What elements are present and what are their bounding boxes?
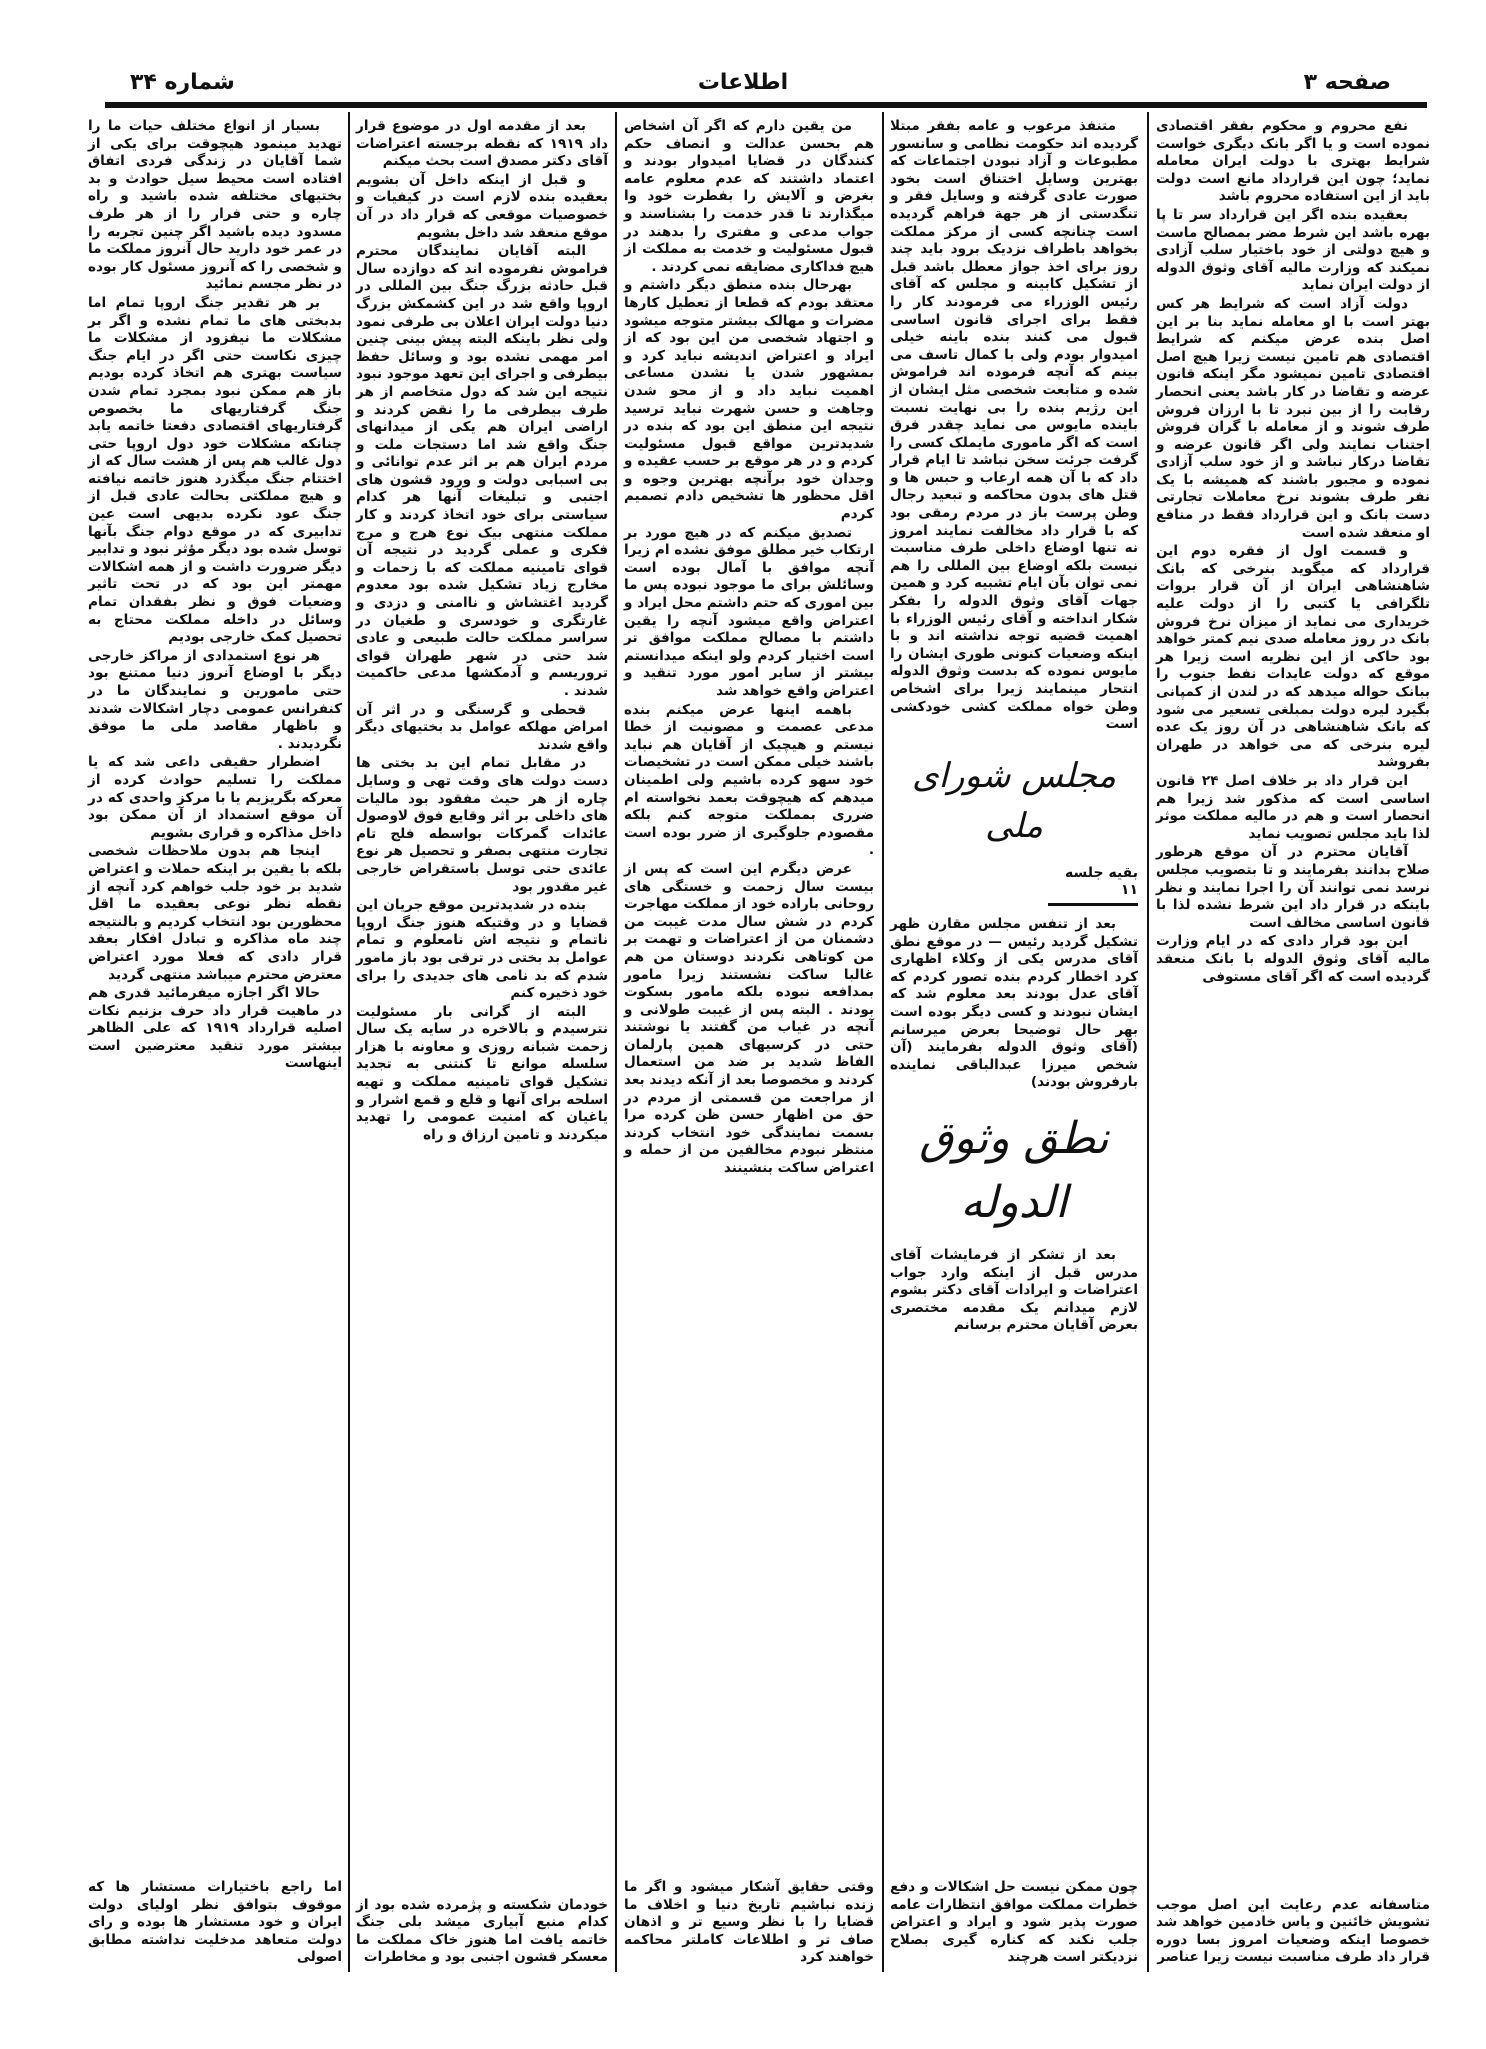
article-paragraph: بسیار از انواع مختلف حیات ما را تهدید مینمود هیچوقت برای یکی از شما آقایان در زندگی فردی اتفاق افتاده است محیط سیل حوادث و بد بختیهای مختلفه شده باشید و راه چاره و حتی فرار را از هر طرف مسدود دیده باشید اگر چنین تجربه را در عمر خود دارید حال آنروز مملکت ما و شخصی را که آنروز مسئول کار بوده در نظر مجسم نمائید	[88, 118, 342, 293]
article-paragraph: آقایان محترم در آن موقع هرطور صلاح بدانند بفرمایند و تا بتصویب مجلس نرسد نمی توانند آن را اجرا نمایند و نظر باینکه در قرار داد این شرط نشده لذا با قانون اساسی مخالف است	[1156, 844, 1430, 931]
article-paragraph: بعد از تنفس مجلس مقارن ظهر تشکیل گردید رئیس — در موقع نطق آقای مدرس یکی از وکلاء اظهاری کرد اخطار کردم بنده تصور کردم که آقای عدل بودند بعد معلوم شد که ایشان نبودند و کسی دیگر بوده است بهر حال توضیحا بعرض میرسانم (آقای وثوق الدوله بفرمایند (آن شخص میرزا عبدالباقی نماینده بارفروش بودند)	[890, 915, 1138, 1091]
article-paragraph: خودمان شکسته و پژمرده شده بود از کدام منبع آبیاری میشد بلی جنگ خاتمه یافت اما هنوز خاک مملکت ما معسکر قشون اجنبی بود و مخاطرات	[356, 1896, 608, 1966]
article-headline: نطق وثوق الدوله	[919, 1112, 1109, 1228]
article-paragraph: بعد از مقدمه اول در موضوع قرار داد ۱۹۱۹ که نقطه برجسته اعتراضات آقای دکتر مصدق است بحث میکنم	[356, 118, 608, 170]
article-paragraph: بنده در شدیدترین موقع جریان این قضایا و در وقتیکه هنوز جنگ اروپا ناتمام و نتیجه اش نامعلوم و تمام عوامل بد بختی در ترقی بود باز مامور شدم که بد نامی های جدیدی را برای خود ذخیره کنم	[356, 897, 608, 1002]
column-divider	[1147, 112, 1149, 1972]
issue-number: شماره ۳۴	[130, 70, 235, 95]
article-paragraph: متاسفانه عدم رعایت این اصل موجب تشویش خائنین و یاس خادمین خواهد شد خصوصا اینکه وضعیات امروز بسا دوره قرار داد طرف مناسبت نیست زیرا عناصر	[1156, 1896, 1430, 1966]
article-paragraph: این قرار داد بر خلاف اصل ۲۴ قانون اساسی است که مذکور شد زیرا هم انحصار است و هم در مالیه مملکت موثر لذا باید مجلس تصویب نماید	[1156, 772, 1430, 842]
article-paragraph: بعد از تشکر از فرمایشات آقای مدرس قبل از اینکه وارد جواب اعتراضات و ایرادات آقای دکتر بشوم لازم میدانم یک مقدمه مختصری بعرض آقایان محترم برسانم	[890, 1246, 1138, 1334]
column-4	[356, 118, 608, 1968]
column-5	[88, 118, 342, 1968]
column-divider	[882, 112, 884, 1972]
page-number: صفحه ۳	[1303, 70, 1391, 95]
article-paragraph: و قبل از اینکه داخل آن بشویم بعقیده بنده لازم است در کیفیات و خصوصیات موقعی که قرار داد در آن موقع منعقد شد داخل بشویم	[356, 171, 608, 241]
article-paragraph: اضطرار حقیقی داعی شد که یا مملکت را تسلیم حوادث کرده از معرکه بگریزیم یا با مرکز واحدی که در آن موقع استمداد از آن ممکن بود داخل مذاکره و قراری بشویم	[88, 754, 342, 841]
article-paragraph: نفع محروم و محکوم بفقر اقتصادی نموده است و یا اگر بانک دیگری خواست شرایط بهتری با دولت ایران معامله نماید؛ چون این قرارداد مانع است دولت باید از این استفاده محروم باشد	[1156, 118, 1430, 205]
article-paragraph: در مقابل تمام این بد بختی ها دست دولت های وقت تهی و وسایل چاره از هر حیث مفقود بود مالیات های داخلی بر اثر وقایع فوق لاوصول عائدات گمرکات بواسطه فلج تام تجارت منتهی بصفر و تحصیل هر نوع عائدی حتی توسل باستقراض خارجی غیر مقدور بود	[356, 755, 608, 895]
column-2	[890, 118, 1138, 1968]
article-paragraph: اما راجع باختیارات مستشار ها که موقوف بتوافق نظر اولیای دولت ایران و خود مستشار ها بوده و رای دولت متعاهد مدخلیت نداشته مطابق اصولی	[88, 1879, 342, 1966]
article-paragraph: عرض دیگرم این است که پس از بیست سال زحمت و خستگی های روحانی باراده خود از مملکت مهاجرت کردم در شش سال مدت غیبت من دشمنان من از اعتراضات و تهمت بر من کوتاهی نکردند دوستان من هم غالبا ساکت نشستند زیرا مامور بمدافعه نبوده بلکه مامور بسکوت بودند . البته پس از غیبت طولانی و آنچه در غیاب من گفتند یا نوشتند حتی در کرسیهای همین پارلمان الفاظ شدید بر ضد من استعمال کردند و مخصوصا بعد از آنکه دیدند بعد از مراجعت من قسمتی از مردم در حق من اظهار حسن ظن کرده مرا بسمت نمایندگی خود انتخاب کردند منتظر نبودم مخالفین من از حمله و اعتراض ساکت بنشینند	[624, 860, 874, 1177]
newspaper-title: اطلاعات	[697, 70, 789, 95]
article-paragraph: باهمه اینها عرض میکنم بنده مدعی عصمت و مصونیت از خطا نیستم و هیچیک از آقایان هم نباید باشند خیلی ممکن است در تشخیصات خود سهو کرده باشیم ولی اطمینان میدهم که هیچوقت بعمد نخواسته ام ضرری بمملکت متوجه کنم بلکه مقصودم جلوگیری از ضرر بوده است .	[624, 701, 874, 859]
article-paragraph: وقتی حقایق آشکار میشود و اگر ما زنده نباشیم تاریخ دنیا و اخلاف ما قضایا را با نظر وسیع تر و اذهان صاف تر و اطلاعات کاملتر محاکمه خواهند کرد	[624, 1879, 874, 1966]
article-paragraph: من یقین دارم که اگر آن اشخاص هم بحسن عدالت و انصاف حکم کنندگان در قضایا امیدوار بودند و اعتماد داشتند که عدم معلوم عامه بغرض و آلایش را بفطرت خود وا میگذارند تا قدر خدمت را بشناسند و جواب مدعی و مفتری را بدهند در قبول مسئولیت و خدمت به مملکت از هیچ فداکاری مضایقه نمی کردند .	[624, 118, 874, 275]
header-rule	[105, 102, 1427, 108]
article-paragraph: و قسمت اول از فقره دوم این قرارداد که میگوید بنرخی که بانک شاهنشاهی ایران از آن قرار بروات تلگرافی یا کتبی را از دولت علیه خریداری می نماید از میزان نرخ فروش بانک در روز معامله صدی نیم کمتر خواهد بود حاکی از این نظریه است زیرا هر موقع که دولت عایدات نفط جنوب را ببانک حواله میدهد که در لندن از کمپانی بگیرد لیره دولت بمبلغی تسعیر می شود که بانک شاهنشاهی در آن روز یک عده لیره بنرخی که می خواهد در طهران بفروشد	[1156, 543, 1430, 771]
article-paragraph: چون ممکن نیست حل اشکالات و دفع خطرات مملکت موافق انتظارات عامه صورت پذیر شود و ایراد و اعتراض جلب نکند که کناره گیری بصلاح نزدیکتر است هرچند	[890, 1879, 1138, 1966]
article-paragraph: این بود قرار دادی که در ایام وزارت مالیه آقای وثوق الدوله با بانک منعقد گردیده است که اگر آقای مستوفی	[1156, 933, 1430, 985]
column-divider	[615, 112, 617, 1972]
column-divider	[348, 112, 350, 1972]
article-paragraph: بعقیده بنده اگر این قرارداد سر تا پا بهره باشد این شرط مضر بمصالح ماست و هیچ دولتی از خود باختیار سلب آزادی نمیکند که وزارت مالیه آقای وثوق الدوله از دولت ایران نماید	[1156, 206, 1430, 294]
article-paragraph: قحطی و گرسنگی و در اثر آن امراض مهلکه عوامل بد بختیهای دیگر واقع شدند	[356, 701, 608, 753]
article-paragraph: البته از گرانی بار مسئولیت نترسیدم و بالاخره در سایه یک سال زحمت شبانه روزی و معاونه با هزار سلسله موانع تا کنتنی به تجدید تشکیل قوای تامینیه مملکت و تهیه اسلحه برای آنها و قلع و قمع اشرار و یاغیان که امنیت عمومی را تهدید میکردند و تامین ارزاق و راه	[356, 1003, 608, 1143]
article-headline: مجلس شورای ملی	[911, 755, 1117, 846]
column-3	[624, 118, 874, 1968]
article-paragraph: اینجا هم بدون ملاحظات شخصی بلکه با یقین بر اینکه حملات و اعتراض شدید بر خود جلب خواهم کرد آنچه از نقطه نظر نوعی بعقیده ما اقل محظورین بود انتخاب کردیم و بالنتیجه چند ماه مذاکره و تبادل افکار بعقد قرار دادی که فعلا مورد اعتراض معترض محترم میباشد منتهی گردید	[88, 843, 342, 983]
article-paragraph: هر نوع استمدادی از مراکز خارجی دیگر با اوضاع آنروز دنیا ممتنع بود حتی مامورین و نمایندگان ما در کنفرانس عمومی دچار اشکالات شدند و باظهار مقاصد ملی ما موفق نگردیدند .	[88, 647, 342, 752]
article-paragraph: تصدیق میکنم که در هیچ مورد بر ارتکاب خیر مطلق موفق نشده ام زیرا آنچه موافق با آمال بوده است وسائلش برای ما موجود نبوده پس ما بین اموری که حتم داشتم محل ایراد و اعتراض واقع میشود آنچه را یقین داشتم با مصالح مملکت موافق تر است اختیار کردم ولو اینکه میدانستم بیشتر از سایر امور مورد تنقید و اعتراض واقع خواهد شد	[624, 524, 874, 699]
article-paragraph: متنفذ مرعوب و عامه بفقر مبتلا گردیده اند حکومت نظامی و سانسور مطبوعات و آزاد نبودن اجتماعات که بهترین وسایل اختناق است بخود صورت عادی گرفته و وسایل فقر و تنگدستی از هر جهة فراهم گردیده است چنانچه کسی از مرکز مملکت بخواهد باطراف نزدیک برود باید چند روز برای اخذ جواز معطل باشد قبل از تشکیل کابینه و مجلس که آقای رئیس الوزراء می فرمودند کار را فقط برای اجرای قانون اساسی قبول می کنند بنده باینه خیلی امیدوار بودم ولی با کمال تاسف می بینم که آنچه فرموده اند فراموش شده و متابعت شخصی مثل ایشان از این رژیم بنده را بی نهایت نسبت باینده مایوس می نماید چقدر فرق است که اگر ماموری مایملک کسی را گرفت جرئت سخن نباشد تا ایام قرار داد که با آن همه ارعاب و حبس ها و قتل های بدون محاکمه و تبعید رجال وطن پرست باز در مردم رمقی بود که با قرار داد مخالفت نمایند امروز نه تنها اوضاع داخلی طرف مناسبت نیست بلکه اوضاع بین المللی را هم نمی توان بآن ایام تشبیه کرد و همین جهات آقای وثوق الدوله را بفکر شکار انداخته و آقای رئیس الوزراء با اهمیت قضیه توجه نداشته اند و با اینکه وضعیات کنونی طوری ایشان را مایوس نموده که بدست وثوق الدوله انتحار مینمایند زیرا برای اشخاص وطن خواه مملکت کشی خودکشی است	[890, 118, 1138, 733]
article-paragraph: دولت آزاد است که شرایط هر کس بهتر است با او معامله نماید بنا بر این اصل بنده عرض میکنم که شرایط اقتصادی هم تامین نیست زیرا هیچ اصل اقتصادی تامین نمیشود مگر اینکه قانون عرضه و تقاضا در کار باشد یعنی انحصار رقابت را از بین نبرد تا با ارزان فروش طرف شوند و از معامله با گران فروش اجتناب نمایند ولی اگر قانون عرضه و تقاضا درکار نباشد و از خود سلب آزادی نموده و مجبور باشند که همیشه با یک نفر طرف بشوند نرخ معاملات تجارتی دست بانک و این قرارداد فقط در منافع او منعقد شده است	[1156, 295, 1430, 541]
section-subheading: بقیه جلسه ۱۱	[1048, 865, 1138, 906]
article-paragraph: حالا اگر اجازه میفرمائید قدری هم در ماهیت قرار داد حرف بزنیم نکات اصلیه قرارداد ۱۹۱۹ که علی الظاهر بیشتر مورد تنقید معترضین است اینهاست	[88, 985, 342, 1072]
article-paragraph: بهرحال بنده منطق دیگر داشتم و معتقد بودم که قطعا از تعطیل کارها مضرات و مهالک بیشتر متوجه میشود و اجتهاد شخصی من این بود که از ایراد و اعتراض اندیشه نباید کرد و بمشهور شدن یا نشدن مساعی اهمیت نباید داد و از محو شدن وجاهت و حسن شهرت نباید ترسید نتیجه این منطق این بود که بنده در شدیدترین مواقع قبول مسئولیت کردم و در هر موقع بر حسب عقیده و وجدان خود برآنچه بهترین وجوه و اقل محظور ها تشخیص دادم تصمیم کردم	[624, 277, 874, 523]
column-1	[1156, 118, 1430, 1968]
article-paragraph: بر هر تقدیر جنگ اروپا تمام اما بدبختی های ما تمام نشده و اگر بر مشکلات ما نیفزود از مشکلات ما چیزی نکاست حتی اگر در ایام جنگ سیاست بهتری هم اتخاذ کرده بودیم باز هم ممکن نبود بمجرد تمام شدن جنگ گرفتاریهای ما بخصوص گرفتاریهای اقتصادی دفعتا خاتمه یابد چنانکه مشکلات خود دول اروپا حتی دول غالب هم پس از هشت سال که از اختتام جنگ میگذرد هنوز خاتمه نیافته و هیچ مملکتی بحالت عادی قبل از جنگ عود نکرده بدیهی است عین تدابیری که در موقع دوام جنگ بآنها توسل شده بود دیگر مؤثر نبود و تدابیر دیگر ضرورت داشت و از همه اشکالات مهمتر این بود که در تحت تاثیر وضعیات فوق و نظر بفقدان تمام وسائل در داخله مملکت محتاج به تحصیل کمک خارجی بودیم	[88, 294, 342, 646]
article-paragraph: البته آقایان نمایندگان محترم فراموش نفرموده اند که دوازده سال قبل حادثه بزرگ جنگ بین المللی در اروپا واقع شد در این کشمکش بزرگ دنیا دولت ایران اعلان بی طرفی نمود ولی نظر باینکه البته پیش بینی چنین امر مهمی نشده بود و وسائل حفظ بیطرفی و اجرای این تعهد موجود نبود نتیجه این شد که دول متخاصم از هر طرف بیطرفی ما را نقض کردند و اراضی ایران هم یکی از میدانهای جنگ واقع شد اما دستجات ملت و مردم ایران هم بر اثر عدم توانائی و بی اسبابی دولت و ورود قشون های اجنبی و تبلیغات آنها هر کدام سیاستی برای خود اتخاذ کردند و کار مملکت منتهی بیک نوع هرج و مرج فکری و عملی گردید در نتیجه آن قوای تامینیه مملکت که با زحمات و مخارج زیاد تشکیل شده بود معدوم گردید اغتشاش و ناامنی و دزدی و غارتگری و خودسری و طغیان در سراسر مملکت حالت طبیعی و عادی شد حتی در شهر طهران قوای تروریسم و آدمکشها مدعی حاکمیت شدند .	[356, 243, 608, 699]
